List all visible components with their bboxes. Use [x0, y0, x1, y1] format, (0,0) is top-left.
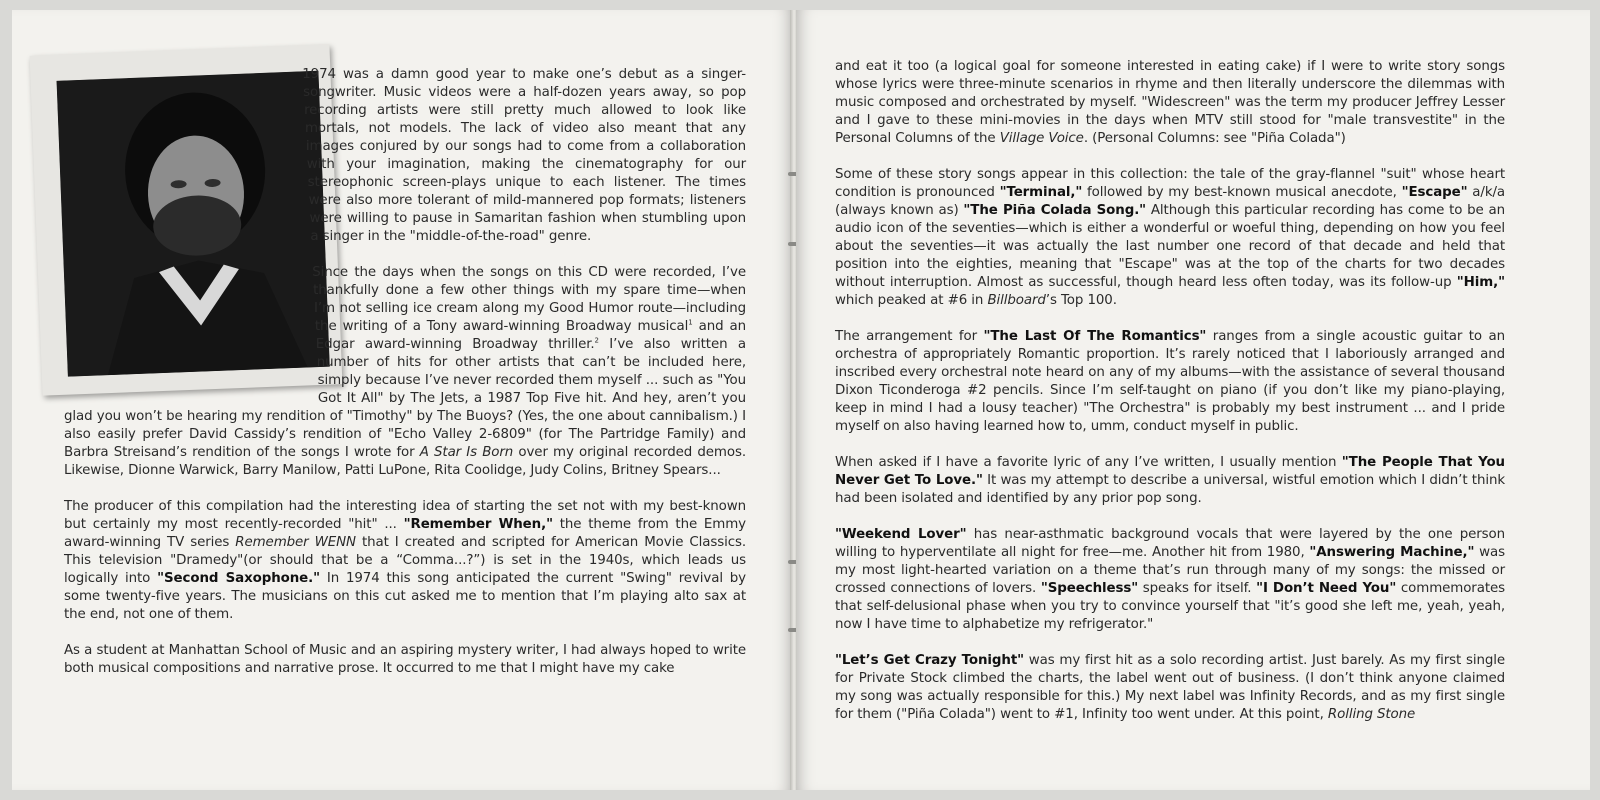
paragraph-weekend-lover: "Weekend Lover" has near-asthmatic background vocals that were layered by the one person willing to hyperventilate all night for free—me. Another hit from 1980, "Answering Machine," was my most light-hearted variation on a theme that’s run through many of my songs: the missed or crossed connections of lovers. "Speechless" speaks for itself. "I Don’t Need You" commemorates that self-delusional phase when you try to convince yourself that "it’s good she left me, yeah, yeah, now I have time to alphabetize my refrigerator." [835, 527, 1505, 632]
paragraph-widescreen: and eat it too (a logical goal for someone interested in eating cake) if I were to write story songs whose lyrics were three-minute scenarios in rhyme and then literally underscore the dilemmas with music composed and orchestrated by myself. "Widescreen" was the term my producer Jeffrey Lesser and I gave to these mini-movies in the days when MTV still stood for "male transvestite" in the Personal Columns of the Village Voice. (Personal Columns: see "Piña Colada") [835, 59, 1505, 146]
paragraph-crazy-tonight: "Let’s Get Crazy Tonight" was my first hit as a solo recording artist. Just barely. As my first single for Private Stock climbed the charts, the label went out of business. (I don’t think anyone claimed my song was actually responsible for this.) My next label was Infinity Records, and as my first single for them ("Piña Colada") went to #1, Infinity too went under. At this point, Rolling Stone [835, 653, 1506, 722]
song-title: "Weekend Lover" [835, 527, 967, 542]
paragraph-compilation: The producer of this compilation had the interesting idea of starting the set not with my best-known but certainly my most recently-recorded "hit" ... "Remember When," the theme from the Emmy award-winning TV series Remember WENN that I created and scripted for American Movie Classics. This television "Dramedy"(or should that be a “Comma...?”) is set in the 1940s, which leads us logically into "Second Saxophone." In 1974 this song anticipated the current "Swing" revival by some twenty-five years. The musicians on this cut asked me to mention that I’m playing alto sax at the end, not one of them. [64, 499, 747, 622]
song-title: "Answering Machine," [1309, 545, 1475, 560]
song-title: "Second Saxophone." [157, 571, 321, 586]
song-title: "Him," [1456, 275, 1505, 290]
paragraph-arrangement: The arrangement for "The Last Of The Romantics" ranges from a single acoustic guitar to an orchestra of appropriately Romantic proportion. It’s rarely noticed that I laboriously arranged and inscribed every orchestral note heard on any of my albums—with the assistance of several thousand Dixon Ticonderoga #2 pencils. Since I’m self-taught on piano (if you don’t like my piano-playing, keep in mind I had a lousy teacher) "The Orchestra" is probably my best instrument ... and I pride myself on also having learned how to, umm, conduct myself in public. [835, 329, 1505, 434]
paragraph-debut: 1974 was a damn good year to make one’s debut as a singer-songwriter. Music videos were a half-dozen years away, so pop recording artists were still pretty much allowed to look like mortals, not models. The lack of video also meant that any images conjured by our songs had to come from a collaboration with your imagination, making the cinematography for our stereophonic screen-plays unique to each listener. The times were also more tolerant of mild-mannered pop formats; listeners were willing to pause in Samaritan fashion when stumbling upon a singer in the "middle-of-the-road" genre. [302, 67, 746, 244]
paragraph-story-songs: Some of these story songs appear in this collection: the tale of the gray-flannel "suit" whose heart condition is pronounced "Terminal," followed by my best-known musical anecdote, "Escape" a/k/a (always known as) "The Piña Colada Song." Although this particular recording has come to be an audio icon of the seventies—which is either a wonderful or woeful thing, depending on how you feel about the seventies—it was actually the last number one record of that decade and held that position into the eighties, meaning that "Escape" was at the top of the charts for two decades without interruption. Almost as successful, though heard less often today, was its follow-up "Him," which peaked at #6 in Billboard’s Top 100. [835, 167, 1505, 308]
song-title: "Escape" [1401, 185, 1468, 200]
left-page [12, 10, 792, 790]
song-title: "I Don’t Need You" [1256, 581, 1397, 596]
footnote-1: 1 [688, 318, 693, 327]
paragraph-favorite-lyric: When asked if I have a favorite lyric of any I’ve written, I usually mention "The People That You Never Get To Love." It was my attempt to describe a universal, wistful emotion which I didn’t think had been isolated and identified by any prior pop song. [835, 455, 1505, 506]
song-title: "The Piña Colada Song." [963, 203, 1147, 218]
song-title: "Remember When," [403, 517, 553, 532]
left-column-text [64, 66, 746, 696]
song-title: "The Last Of The Romantics" [983, 329, 1207, 344]
song-title: "Speechless" [1040, 581, 1139, 596]
footnote-2: 2 [594, 336, 599, 345]
song-title: "Terminal," [999, 185, 1083, 200]
paragraph-other-work: Since the days when the songs on this CD were recorded, I’ve thankfully done a few other things with my spare time—when I’m not selling ice cream along my Good Humor route—including the writing of a Tony award-winning Broadway musical$^1$ and an Edgar award-winning Broadway thriller.$^2$ I’ve also written a number of hits for other artists that can’t be included here, simply because I’ve never recorded them myself ... such as "You Got It All" by The Jets, a 1987 Top Five hit. And hey, aren’t you glad you won’t be hearing my rendition of "Timothy" by The Buoys? (Yes, the one about cannibalism.) I also easily prefer David Cassidy’s rendition of "Echo Valley 2-6809" (for The Partridge Family) and Barbra Streisand’s rendition of the songs I wrote for A Star Is Born over my original recorded demos. Likewise, Dionne Warwick, Barry Manilow, Patti LuPone, Rita Coolidge, Judy Colins, Britney Spears... [64, 265, 746, 478]
song-title: "The People That You Never Get To Love." [835, 455, 1505, 488]
right-column-text [835, 58, 1505, 742]
paragraph-student: As a student at Manhattan School of Music and an aspiring mystery writer, I had always hoped to write both musical compositions and narrative prose. It occurred to me that I might have my cake [64, 643, 746, 676]
song-title: "Let’s Get Crazy Tonight" [835, 653, 1025, 668]
